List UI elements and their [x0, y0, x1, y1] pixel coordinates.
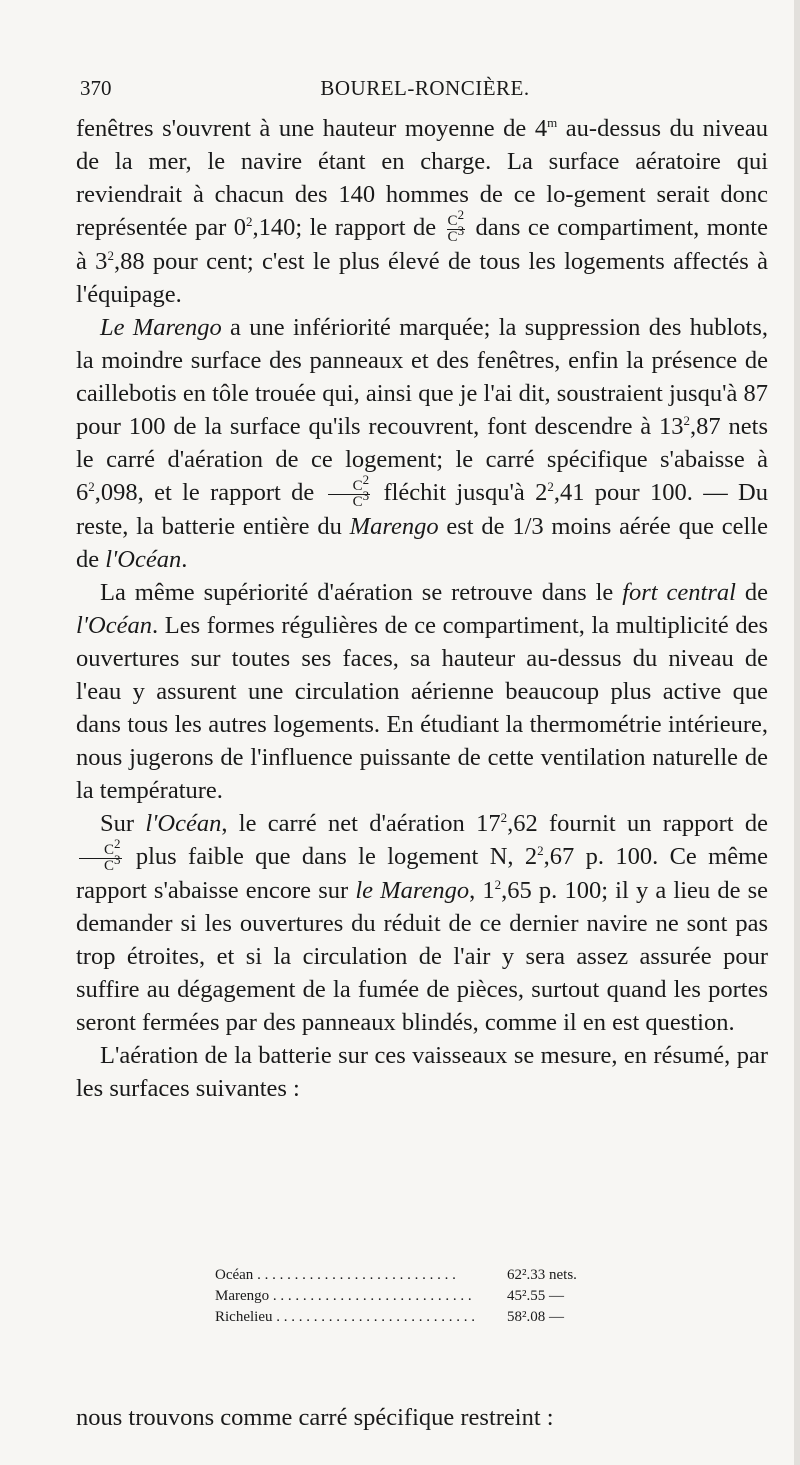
page-edge — [794, 0, 800, 1465]
fraction: $\frac{C^2}{C^3}$ — [79, 843, 122, 874]
fraction: $\frac{C^2}{C^3}$ — [447, 206, 465, 245]
page-header — [80, 76, 770, 106]
table-row: Richelieu . . . 58².08 — — [215, 1307, 625, 1328]
body-text — [76, 112, 768, 1105]
paragraph: fenêtres s'ouvrent à une hauteur moyenne de 4$^m$ au-dessus du niveau de la mer, le navire étant en charge. La surface aératoire qui reviendrait à chacun des 140 hommes de ce lo-gement serait donc représentée par $0^2,140$; le rapport de $\frac{C^2}{C^3}$ dans ce compartiment, monte à $3^2,88$ pour cent; c'est le plus élevé de tous les logements affectés à l'équipage. — [76, 114, 768, 308]
closing-line: nous trouvons comme carré spécifique restreint : — [76, 1404, 554, 1431]
table-row: Marengo . . . 45².55 — — [215, 1286, 625, 1307]
fraction: $\frac{C^2}{C^3}$ — [328, 479, 371, 510]
paragraph: Sur l'Océan, le carré net d'aération $17^2,62$ fournit un rapport de $\frac{C^2}{C^3}$ plus faible que dans le logement N, $2^2,67$ p. 100. Ce même rapport s'abaisse encore sur le Marengo, $1^2,65$ p. 100; il y a lieu de se demander si les ouvertures du réduit de ce dernier navire ne sont pas trop étroites, et si la circulation de l'air y sera assez assurée pour suffire au dégagement de la fumée de pièces, surtout quand les portes seront fermées par des panneaux blindés, comme il en est question. — [76, 809, 769, 1036]
table-row: Océan . . . 62².33 nets. — [215, 1265, 625, 1286]
paragraph: La même supériorité d'aération se retrouve dans le fort central de l'Océan. Les formes régulières de ce compartiment, la multiplicité des ouvertures sur toutes ses faces, sa hauteur au-dessus du niveau de l'eau y assurent une circulation aérienne beaucoup plus active que dans tous les autres logements. En étudiant la thermométrie intérieure, nous jugerons de l'influence puissante de cette ventilation naturelle de la température. — [76, 578, 769, 804]
running-title: BOUREL-RONCIÈRE. — [320, 76, 530, 100]
page-number: 370 — [80, 76, 112, 100]
surfaces-table — [215, 1265, 625, 1328]
paragraph: Le Marengo a une infériorité marquée; la suppression des hublots, la moindre surface des panneaux et des fenêtres, enfin la présence de caillebotis en tôle trouée qui, ainsi que je l'ai dit, soustraient jusqu'à 87 pour 100 de la surface qu'ils recouvrent, font descendre à $13^2,87$ nets le carré d'aération de ce logement; le carré spécifique s'abaisse à $6^2,098$, et le rapport de $\frac{C^2}{C^3}$ fléchit jusqu'à $2^2,41$ pour 100. — Du reste, la batterie entière du Marengo est de 1/3 moins aérée que celle de l'Océan. — [76, 313, 769, 573]
paragraph: L'aération de la batterie sur ces vaisseaux se mesure, en résumé, par les surfaces suivantes : — [76, 1041, 768, 1102]
